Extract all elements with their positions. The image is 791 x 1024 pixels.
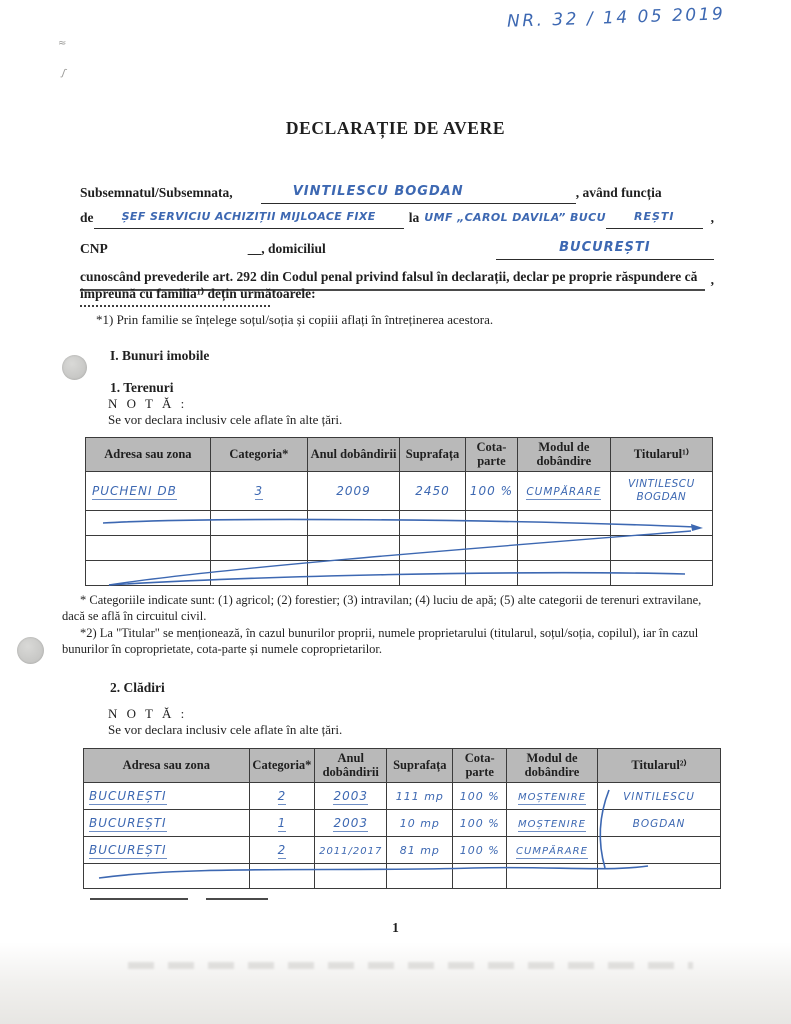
cell-suprafata: 10 mp — [387, 809, 453, 836]
table-row — [84, 836, 721, 863]
domicile-field — [496, 235, 714, 260]
scan-artifact-line — [90, 898, 188, 900]
scan-smudge — [128, 962, 693, 969]
cell-anul: 2003 — [315, 809, 387, 836]
form-line-2 — [80, 204, 714, 229]
cnp-dash: __ — [247, 241, 262, 256]
header-adresa: Adresa sau zona — [86, 438, 211, 472]
family-footnote: *1) Prin familie se înțelege soțul/soția și copiii aflați în întreținerea acestora. — [96, 312, 494, 327]
cell-cota: 100 % — [453, 809, 507, 836]
footnote-titular: *2) La "Titular" se menționează, în cazul bunurilor proprii, numele proprietarului (titularul, soțul/soția, copilul), iar în cazul bunurilor în coproprietate, cota-parte și numele coproprietarilor. — [62, 625, 699, 656]
cell-titularul: VINTILESCU — [598, 782, 721, 809]
table-header-row — [84, 749, 721, 783]
header-titularul: Titularul²⁾ — [598, 749, 721, 783]
section-terenuri: 1. Terenuri — [110, 380, 174, 395]
cell-anul: 2011/2017 — [315, 836, 387, 863]
cell-categoria: 2 — [249, 782, 315, 809]
cell-modul: MOȘTENIRE — [506, 809, 597, 836]
table-row — [84, 782, 721, 809]
employer-value: UMF „CAROL DAVILA” BUCU — [424, 211, 606, 224]
label-avand-functia: , având funcția — [575, 185, 662, 200]
cell-titularul: BOGDAN — [598, 809, 721, 836]
header-anul: Anul dobândirii — [315, 749, 387, 783]
table-header-row — [86, 438, 713, 472]
cell-anul: 2003 — [315, 782, 387, 809]
cell-modul: MOȘTENIRE — [506, 782, 597, 809]
label-de: de — [80, 210, 94, 225]
form-line-1 — [80, 179, 714, 204]
name-value: VINTILESCU BOGDAN — [292, 184, 464, 199]
cell-titularul: VINTILESCU BOGDAN — [610, 471, 712, 510]
oath-paragraph: cunoscând prevederile art. 292 din Codul penal privind falsul în declarații, declar pe proprie răspundere că împreună cu familia¹⁾ dețin următoarele: — [80, 269, 698, 302]
header-suprafata: Suprafața — [400, 438, 466, 472]
header-categoria: Categoria* — [249, 749, 315, 783]
label-cnp: CNP — [80, 241, 108, 256]
table-row-empty — [86, 510, 713, 535]
table-row-empty — [86, 560, 713, 585]
registration-number: NR. 32 / 14 05 2019 — [506, 4, 726, 32]
function-field — [94, 204, 404, 229]
cell-categoria: 3 — [210, 471, 307, 510]
nota-label-2: N O T Ă : — [108, 706, 188, 721]
cell-adresa: PUCHENI DB — [86, 471, 211, 510]
cell-anul: 2009 — [307, 471, 399, 510]
label-domiciliul: , domiciliul — [261, 241, 326, 256]
footnote-categorii: * Categoriile indicate sunt: (1) agricol; (2) forestier; (3) intravilan; (4) luciu de apă; (5) alte categorii de terenuri extravilane, dacă se află în circuitul civil. — [62, 593, 702, 624]
page-title: DECLARAȚIE DE AVERE — [285, 118, 506, 138]
page-number: 1 — [392, 920, 399, 935]
header-modul: Modul de dobândire — [506, 749, 597, 783]
cell-categoria: 2 — [249, 836, 315, 863]
scan-artifact-line — [206, 898, 268, 900]
cell-suprafata: 111 mp — [387, 782, 453, 809]
header-adresa: Adresa sau zona — [84, 749, 250, 783]
hole-punch — [17, 637, 44, 664]
employer-field — [606, 204, 703, 229]
header-suprafata: Suprafața — [387, 749, 453, 783]
hole-punch — [62, 355, 87, 380]
comma: , — [710, 210, 714, 225]
section-bunuri-imobile: I. Bunuri imobile — [110, 348, 210, 363]
cell-cota: 100 % — [465, 471, 517, 510]
function-value: ȘEF SERVICIU ACHIZIȚII MIJLOACE FIXE — [121, 210, 376, 223]
table-row — [86, 471, 713, 510]
cell-titularul — [598, 836, 721, 863]
name-field — [261, 179, 496, 204]
domicile-value: BUCUREȘTI — [559, 240, 651, 255]
dotted-separator — [80, 302, 270, 307]
pencil-mark: ʃ — [60, 67, 68, 80]
cell-adresa: BUCUREȘTI — [84, 836, 250, 863]
cell-categoria: 1 — [249, 809, 315, 836]
header-anul: Anul dobândirii — [307, 438, 399, 472]
header-categoria: Categoria* — [210, 438, 307, 472]
table-footnotes — [62, 592, 718, 657]
header-cota: Cota-parte — [453, 749, 507, 783]
label-subsemnatul: Subsemnatul/Subsemnata, — [80, 185, 233, 200]
pencil-mark: ≈ — [58, 38, 67, 49]
cell-modul: CUMPĂRARE — [506, 836, 597, 863]
header-cota: Cota-parte — [465, 438, 517, 472]
form-line-3 — [80, 235, 714, 260]
employer-value-2: REȘTI — [634, 210, 675, 223]
table-row-empty — [84, 863, 721, 888]
table-row-empty — [86, 535, 713, 560]
cell-cota: 100 % — [453, 782, 507, 809]
header-titularul: Titularul¹⁾ — [610, 438, 712, 472]
header-modul: Modul de dobândire — [517, 438, 610, 472]
nota-label: N O T Ă : — [108, 396, 188, 411]
label-la: la — [408, 210, 420, 225]
nota-text: Se vor declara inclusiv cele aflate în alte țări. — [108, 412, 343, 427]
section-cladiri: 2. Clădiri — [110, 680, 165, 695]
cell-adresa: BUCUREȘTI — [84, 782, 250, 809]
cell-suprafata: 81 mp — [387, 836, 453, 863]
cell-suprafata: 2450 — [400, 471, 466, 510]
cell-adresa: BUCUREȘTI — [84, 809, 250, 836]
nota-text-2: Se vor declara inclusiv cele aflate în alte țări. — [108, 722, 343, 737]
table-row — [84, 809, 721, 836]
cell-modul: CUMPĂRARE — [517, 471, 610, 510]
cell-cota: 100 % — [453, 836, 507, 863]
table-terenuri — [85, 437, 713, 586]
table-cladiri — [83, 748, 721, 889]
separator-comma: , — [710, 272, 714, 287]
